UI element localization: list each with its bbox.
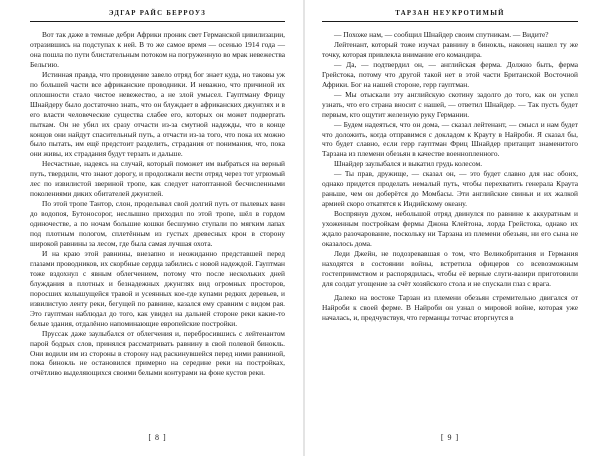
left-body-text: [30, 30, 285, 378]
paragraph: — Похоже нам, — сообщил Шнайдер своим спутникам. — Видите?: [334, 30, 549, 39]
right-page-number: [ 9 ]: [440, 433, 460, 442]
paragraph: Лейтенант, который тоже изучал равнину в бинокль, наконец нашел ту же точку, которая привлекла внимание его командира.: [322, 39, 578, 59]
left-running-head: ЭДГАР РАЙС БЕРРОУЗ: [108, 10, 207, 17]
right-running-head: ТАРЗАН НЕУКРОТИМЫЙ: [395, 10, 505, 17]
paragraph: Вот так даже в темные дебри Африки проник свет Германской цивилизации, отразившись на подступах к ней. В то же самое время — осенью 1914 года — она пошла по пути блистательным потоком на погруженную во мрак невежества Бельгию.: [30, 30, 285, 69]
right-head-rule: [322, 21, 578, 22]
paragraph: Далеко на востоке Тарзан из племени обезьян стремительно двигался от Найроби к своей ферме. В Найроби он узнал о мировой войне, которая уже началась, и, предчувствуя, что германцы тотчас вторгнутся в: [322, 292, 578, 322]
left-page: [30, 0, 285, 456]
paragraph: — Будем надеяться, что он дома, — сказал лейтенант, — смысл и нам будет что доложить, когда отправимся с докладом к Крауту в Найроби. Я сказал бы, что будет славно, если герр гауптман Фриц Шнайдер притащит знаменитого Тарзана из племени обезьян в качестве военнопленного.: [322, 119, 578, 159]
paragraph: Несчастные, надеясь на случай, который поможет им выбраться на верный путь, твердили, что знают дорогу, и продолжали вести отряд через тот угрюмый лес по извилистой звериной тропе, как следует натоптанной бесчисленными поколениями диких обитателей джунглей.: [30, 159, 285, 199]
paragraph: Истинная правда, что провидение завело отряд бог знает куда, но таковы уж по большей части все африканские проводники. И неважно, что причиной их оплошности стало чистое невежество, а не злой умысел. Гауптману Фрицу Шнайдеру было достаточно знать, что он блуждает в африканских джунглях и в его власти человеческие существа слабее его, которых он может подвергать пыткам. Он не убил их сразу отчасти из-за смутной надежды, что в конце концов они найдут спасительный путь, а отчасти из-за того, что пока их можно было пытать, им ещё предстоит разделить, страдания от понимания, что, пока они живы, их страдания будут терзать и дальше.: [30, 69, 285, 159]
right-body-text: [322, 30, 578, 323]
paragraph: Шнайдер заулыбался и выкатил грудь колесом.: [334, 159, 483, 169]
page-gutter: [303, 0, 305, 456]
paragraph: Пруссак даже заулыбался от облегчения и, перебросившись с лейтенантом парой бодрых слов, принялся рассматривать равнину в свой полевой бинокль. Они водили им из стороны в сторону над раскинувшейся перед ними равниной, пока бинокль не остановился примерно на середине реки на постройках, отчётливо выделяющихся своими белыми контурами на фоне кустов реки.: [30, 328, 285, 378]
paragraph: По этой тропе Тантор, слон, проделывал свой долгий путь от пылевых ванн до водопоя, Бутоносорог, неслышно приходил по этой тропе, шёл в гордом одиночестве, а по ночам большие кошки бесшумно ступали по мягким лапах под плотным пологом, сплетённым из густых древесных крон в сторону широкой равнины за лесом, где была самая лучшая охота.: [30, 199, 285, 249]
paragraph: Леди Джейн, не подозревавшая о том, что Великобритания и Германия находятся в состоянии войны, встретила офицеров со всевозможным гостеприимством и распорядилась, чтобы её верные слуги-вазири приготовили для солдат угощение за счёт хозяйского стола и не спускали глаз с врага.: [322, 248, 578, 288]
left-head-rule: [30, 21, 285, 22]
paragraph: — Да, — подтвердил он, — английская ферма. Должно быть, ферма Грейстока, потому что другой такой нет в этой части Британской Восточной Африки. Бог на нашей стороне, герр гауптман.: [322, 59, 578, 89]
left-page-number: [ 8 ]: [148, 433, 167, 442]
paragraph: — Мы отыскали эту английскую скотину задолго до того, как он успел узнать, что его страна вносит с нашей, — ответил Шнайдер. — Так пусть будет первым, кто ощутит железную руку Германии.: [322, 89, 578, 119]
right-page: [322, 0, 578, 456]
paragraph: Воспрянув духом, небольшой отряд двинулся по равнине к аккуратным и ухоженным постройкам фермы Джона Клейтона, лорда Грейстока, однако их ждало разочарование, поскольку ни Тарзана из племени обезьян, ни его сына не оказалось дома.: [322, 209, 578, 249]
paragraph: — Ты прав, дружище, — сказал он, — это будет славно для нас обоих, однако придется проделать немалый путь, чтобы перехватить генерала Краута раньше, чем он доберётся до Момбасы. Эти английские свиньи и их жалкой армией скоро откатятся к Индийскому океану.: [322, 169, 578, 209]
paragraph: И на краю этой равнины, внезапно и неожиданно представшей перед глазами проводников, их скорбные сердца забились с новой надеждой. Гауптман тоже вздохнул с явным облегчением, потому что после нескольких дней блуждания в плотных и безнадежных джунглях вид огромных просторов, поросших колышущейся травой и усеянных кое-где купами редких деревьев, и извилистую ленту реки, бегущей по равнине, казался ему сравним с видом рая. Это гауптман наблюдал до того, как увидел на дальней стороне реки какие-то белые здания, отдалённо напоминающие европейские постройки.: [30, 248, 285, 328]
